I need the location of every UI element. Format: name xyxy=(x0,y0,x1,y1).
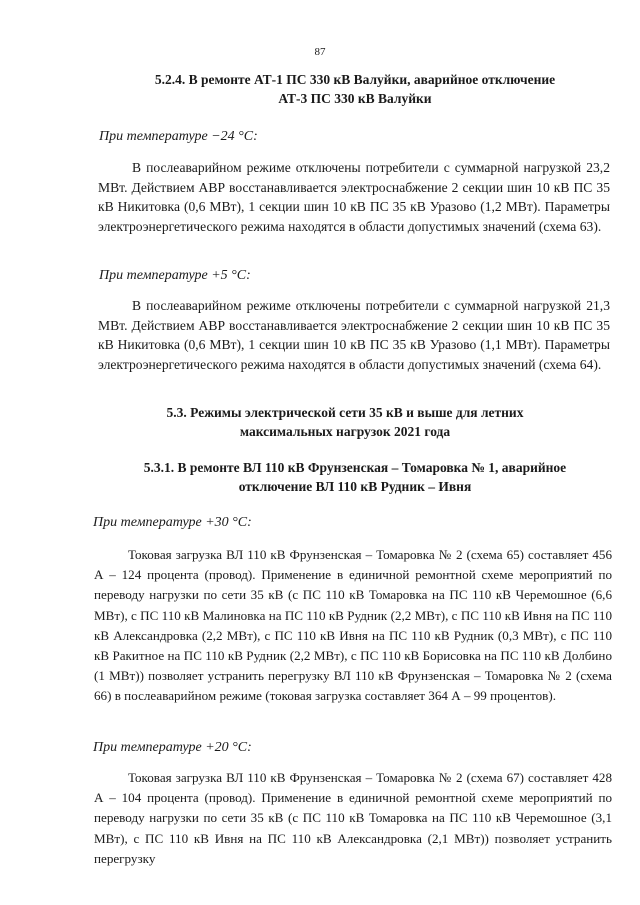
temperature-plus20-heading: При температуре +20 °С: xyxy=(93,740,252,755)
paragraph-plus5: В послеаварийном режиме отключены потребители с суммарной нагрузкой 21,3 МВт. Действием АВР восстанавливается электроснабжение 2 секции шин 10 кВ ПС 35 кВ Никитовка (0,6 МВт), 1 секции шин 10 кВ ПС 35 кВ Уразово (1,1 МВт). Параметры электроэнергетического режима находятся в области допустимых значений (схема 64). xyxy=(98,298,610,372)
temperature-plus5-heading: При температуре +5 °С: xyxy=(99,268,251,283)
paragraph-plus20: Токовая загрузка ВЛ 110 кВ Фрунзенская – Томаровка № 2 (схема 67) составляет 428 А – 104 процента (провод). Применение в единичной ремонтной схеме мероприятий по переводу нагрузки по сети 35 кВ (с ПС 110 кВ Томаровка на ПС 110 кВ Черемошное (3,1 МВт), с ПС 110 кВ Ивня на ПС 110 кВ Александровка (2,1 МВт)) позволяет устранить перегрузку xyxy=(94,770,612,866)
section-5-3-heading-line1: 5.3. Режимы электрической сети 35 кВ и выше для летних xyxy=(166,405,524,420)
section-5-3-1-heading-line2: отключение ВЛ 110 кВ Рудник – Ивня xyxy=(238,479,472,494)
section-5-2-4-heading-line2: АТ-3 ПС 330 кВ Валуйки xyxy=(278,91,432,106)
section-5-3-heading-line2: максимальных нагрузок 2021 года xyxy=(239,424,451,439)
temperature-minus24-heading: При температуре −24 °С: xyxy=(99,129,258,144)
section-5-3-1-heading-line1: 5.3.1. В ремонте ВЛ 110 кВ Фрунзенская – Томаровка № 1, аварийное xyxy=(143,460,567,475)
section-5-2-4-heading-line1: 5.2.4. В ремонте АТ-1 ПС 330 кВ Валуйки, аварийное отключение xyxy=(154,72,556,87)
page-number: 87 xyxy=(314,46,326,58)
temperature-plus30-heading: При температуре +30 °С: xyxy=(93,515,252,530)
paragraph-plus30: Токовая загрузка ВЛ 110 кВ Фрунзенская – Томаровка № 2 (схема 65) составляет 456 А – 124 процента (провод). Применение в единичной ремонтной схеме мероприятий по переводу нагрузки по сети 35 кВ (с ПС 110 кВ Томаровка на ПС 110 кВ Черемошное (6,6 МВт), с ПС 110 кВ Малиновка на ПС 110 кВ Рудник (2,2 МВт), с ПС 110 кВ Ивня на ПС 110 кВ Александровка (2,2 МВт), с ПС 110 кВ Ивня на ПС 110 кВ Рудник (0,3 МВт), с ПС 110 кВ Ракитное на ПС 110 кВ Рудник (2,2 МВт), с ПС 110 кВ Борисовка на ПС 110 кВ Долбино (1 МВт)) позволяет устранить перегрузку ВЛ 110 кВ Фрунзенская – Томаровка № 2 (схема 66) в послеаварийном режиме (токовая загрузка составляет 364 А – 99 процентов). xyxy=(94,547,612,704)
paragraph-minus24: В послеаварийном режиме отключены потребители с суммарной нагрузкой 23,2 МВт. Действием АВР восстанавливается электроснабжение 2 секции шин 10 кВ ПС 35 кВ Никитовка (0,6 МВт), 1 секции шин 10 кВ ПС 35 кВ Уразово (1,2 МВт). Параметры электроэнергетического режима находятся в области допустимых значений (схема 63). xyxy=(98,160,610,234)
